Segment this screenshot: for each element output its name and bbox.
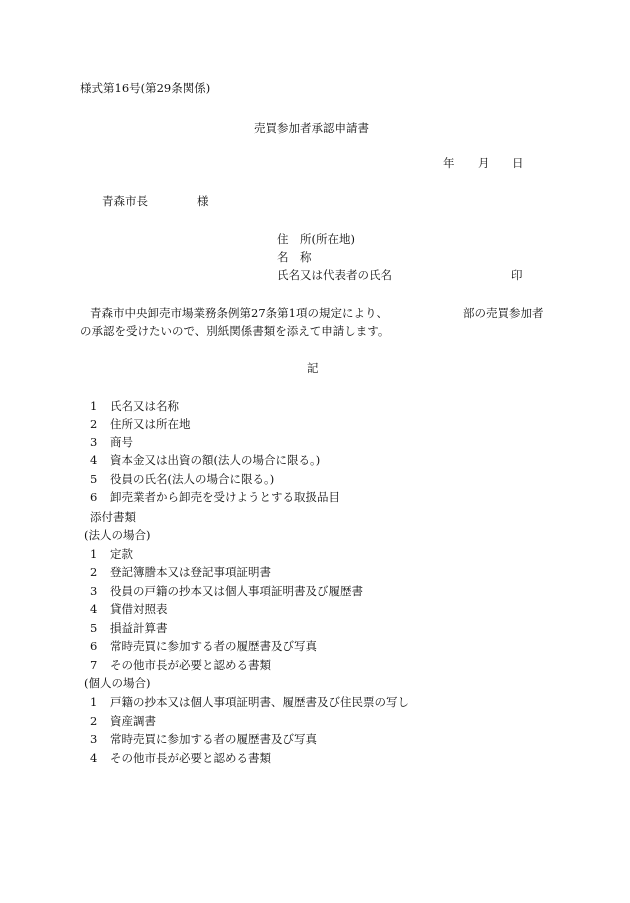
body-line-1a: 青森市中央卸売市場業務条例第27条第1項の規定により、 (90, 306, 388, 320)
item-text: その他市長が必要と認める書類 (110, 658, 271, 672)
list-item (90, 452, 320, 468)
item-text: 氏名又は名称 (110, 399, 179, 413)
item-number: 3 (90, 435, 98, 449)
item-number: 1 (90, 695, 98, 709)
list-item (90, 750, 271, 766)
seal-mark: 印 (511, 268, 523, 282)
date-year: 年 (443, 156, 455, 170)
list-item (90, 620, 168, 636)
item-text: 常時売買に参加する者の履歴書及び写真 (110, 639, 317, 653)
item-text: その他市長が必要と認める書類 (110, 751, 271, 765)
item-number: 1 (90, 547, 98, 561)
item-text: 戸籍の抄本又は個人事項証明書、履歴書及び住民票の写し (110, 695, 409, 709)
item-number: 2 (90, 565, 98, 579)
body-line-2: の承認を受けたいので、別紙関係書類を添えて申請します。 (80, 324, 390, 338)
item-text: 常時売買に参加する者の履歴書及び写真 (110, 732, 317, 746)
individual-heading: (個人の場合) (84, 676, 151, 690)
body-line-1b: 部の売買参加者 (463, 306, 544, 320)
item-text: 資本金又は出資の額(法人の場合に限る。) (110, 453, 321, 467)
item-number: 4 (90, 453, 98, 467)
item-number: 3 (90, 732, 98, 746)
list-item (90, 416, 191, 432)
addressee-name: 青森市長 (102, 194, 148, 208)
item-text: 卸売業者から卸売を受けようとする取扱品目 (110, 490, 340, 504)
list-item (90, 601, 168, 617)
attachments-heading: 添付書類 (90, 510, 136, 524)
list-item (90, 731, 317, 747)
item-number: 2 (90, 714, 98, 728)
item-text: 資産調書 (110, 714, 156, 728)
item-text: 役員の戸籍の抄本又は個人事項証明書及び履歴書 (110, 584, 363, 598)
applicant-rep-label: 氏名又は代表者の氏名 (277, 268, 392, 282)
list-item (90, 398, 179, 414)
item-number: 4 (90, 602, 98, 616)
corporate-heading: (法人の場合) (84, 528, 151, 542)
item-text: 住所又は所在地 (110, 417, 191, 431)
item-number: 6 (90, 490, 98, 504)
list-item (90, 694, 409, 710)
list-item (90, 583, 363, 599)
document-title: 売買参加者承認申請書 (254, 121, 369, 135)
applicant-address-label: 住 所(所在地) (277, 232, 355, 246)
applicant-name-label: 名 称 (277, 250, 312, 264)
item-number: 6 (90, 639, 98, 653)
item-text: 定款 (110, 547, 133, 561)
ki-heading: 記 (307, 361, 319, 375)
addressee-honorific: 様 (197, 194, 209, 208)
list-item (90, 713, 156, 729)
list-item (90, 434, 133, 450)
item-text: 登記簿謄本又は登記事項証明書 (110, 565, 271, 579)
form-number: 様式第16号(第29条関係) (80, 81, 211, 95)
item-text: 損益計算書 (110, 621, 168, 635)
item-number: 3 (90, 584, 98, 598)
item-number: 5 (90, 621, 98, 635)
item-number: 5 (90, 472, 98, 486)
date-month: 月 (478, 156, 490, 170)
item-number: 7 (90, 658, 98, 672)
item-number: 4 (90, 751, 98, 765)
date-day: 日 (512, 156, 524, 170)
item-text: 貸借対照表 (110, 602, 168, 616)
item-text: 役員の氏名(法人の場合に限る。) (110, 472, 275, 486)
item-number: 1 (90, 399, 98, 413)
list-item (90, 546, 133, 562)
list-item (90, 638, 317, 654)
list-item (90, 489, 340, 505)
item-number: 2 (90, 417, 98, 431)
item-text: 商号 (110, 435, 133, 449)
list-item (90, 564, 271, 580)
list-item (90, 471, 274, 487)
list-item (90, 657, 271, 673)
